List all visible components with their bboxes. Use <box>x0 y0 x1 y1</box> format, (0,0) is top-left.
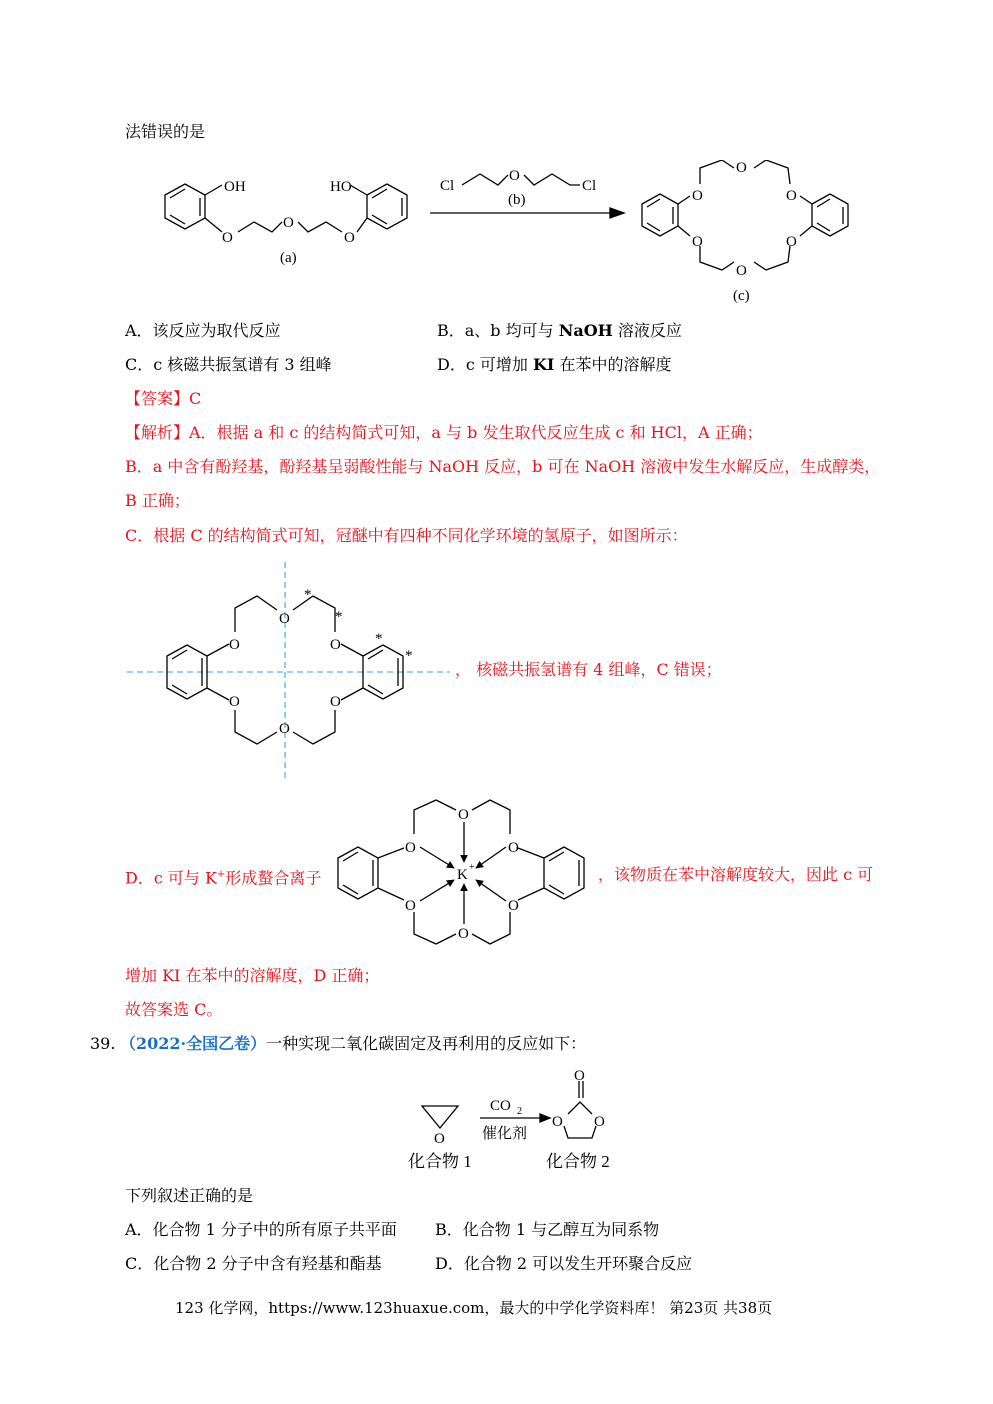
o-label: O <box>405 898 416 914</box>
o-label: O <box>229 694 240 710</box>
label-a: (a) <box>280 250 297 266</box>
o-label: O <box>330 637 341 653</box>
ho-label: HO <box>330 179 352 195</box>
reaction-scheme-figure <box>150 160 870 310</box>
label-c: (c) <box>733 288 750 304</box>
o-label: O <box>692 234 703 250</box>
o-label: O <box>344 230 355 246</box>
o-label: O <box>786 234 797 250</box>
o-label: O <box>458 807 469 823</box>
analysis-line-5: 增加 KI 在苯中的溶解度，D 正确； <box>125 966 380 985</box>
analysis-line-2: B．a 中含有酚羟基，酚羟基呈弱酸性能与 NaOH 反应，b 可在 NaOH 溶液中发生水解反应，生成醇类， <box>125 457 881 476</box>
o-label: O <box>594 1114 605 1130</box>
answer: 【答案】C <box>125 389 202 408</box>
label-b: (b) <box>508 192 526 208</box>
oh-label: OH <box>224 179 246 195</box>
question-stem-tail: 法错误的是 <box>125 122 206 141</box>
option-b: B．a、b 均可与 NaOH 溶液反应 <box>437 321 682 340</box>
o-label: O <box>222 230 233 246</box>
o-label: O <box>434 1131 445 1147</box>
option-c: C．化合物 2 分子中含有羟基和酯基 <box>125 1254 382 1273</box>
k-ion-label: K <box>457 867 468 883</box>
option-c: C．c 核磁共振氢谱有 3 组峰 <box>125 355 332 374</box>
cl-label: Cl <box>582 178 597 194</box>
o-label: O <box>458 926 469 942</box>
option-d: D．化合物 2 可以发生开环聚合反应 <box>435 1254 693 1273</box>
option-b: B．化合物 1 与乙醇互为同系物 <box>435 1220 660 1239</box>
star-marker: * <box>335 609 343 625</box>
cl-label: Cl <box>440 178 455 194</box>
option-a: A．该反应为取代反应 <box>125 321 281 340</box>
crown-ether-symmetry-figure <box>125 560 455 785</box>
o-label: O <box>405 840 416 856</box>
option-d: D．c 可增加 KI 在苯中的溶解度 <box>437 355 672 374</box>
o-label: O <box>508 898 519 914</box>
compound-2-label: 化合物 2 <box>546 1152 610 1171</box>
analysis-d-continue: ，该物质在苯中溶解度较大，因此 c 可 <box>598 865 874 884</box>
o-label: O <box>229 637 240 653</box>
co2-fixation-scheme <box>400 1068 640 1178</box>
o-label: O <box>279 721 290 737</box>
reagent-catalyst: 催化剂 <box>482 1126 528 1142</box>
question-source: （2022·全国乙卷） <box>120 1034 267 1053</box>
question-39-prompt: 下列叙述正确的是 <box>125 1186 254 1205</box>
o-label: O <box>330 694 341 710</box>
option-a: A．化合物 1 分子中的所有原子共平面 <box>125 1220 397 1239</box>
analysis-line-4: C．根据 C 的结构简式可知，冠醚中有四种不同化学环境的氢原子，如图所示： <box>125 526 688 545</box>
reagent-co2: CO <box>490 1098 511 1114</box>
o-label: O <box>736 160 747 176</box>
o-label: O <box>552 1114 563 1130</box>
k-ion-charge: + <box>469 862 475 873</box>
o-label: O <box>509 168 520 184</box>
question-39-stem: （2022·全国乙卷）一种实现二氧化碳固定及再利用的反应如下： <box>120 1034 587 1053</box>
o-label: O <box>692 188 703 204</box>
o-label: O <box>279 611 290 627</box>
question-number: 39. <box>90 1034 116 1053</box>
star-marker: * <box>405 648 413 664</box>
compound-1-label: 化合物 1 <box>408 1152 472 1171</box>
analysis-line-6: 故答案选 C。 <box>125 1000 223 1019</box>
k-chelate-figure <box>330 792 598 952</box>
o-label: O <box>736 263 747 279</box>
analysis-line-1: 【解析】A．根据 a 和 c 的结构简式可知，a 与 b 发生取代反应生成 c 和 HCl，A 正确； <box>125 423 763 442</box>
o-label: O <box>786 188 797 204</box>
o-label: O <box>508 840 519 856</box>
reagent-co2-subscript: 2 <box>517 1106 522 1117</box>
star-marker: * <box>375 631 383 647</box>
page-footer: 123 化学网，https://www.123huaxue.com，最大的中学化学资料库！ 第23页 共38页 <box>175 1299 773 1317</box>
analysis-d-text: D．c 可与 K+形成螯合离子 <box>125 868 322 888</box>
star-marker: * <box>304 587 312 603</box>
o-label: O <box>574 1068 585 1084</box>
analysis-c-comment: ， 核磁共振氢谱有 4 组峰，C 错误； <box>455 660 722 679</box>
o-label: O <box>283 215 294 231</box>
analysis-line-3: B 正确； <box>125 491 190 510</box>
